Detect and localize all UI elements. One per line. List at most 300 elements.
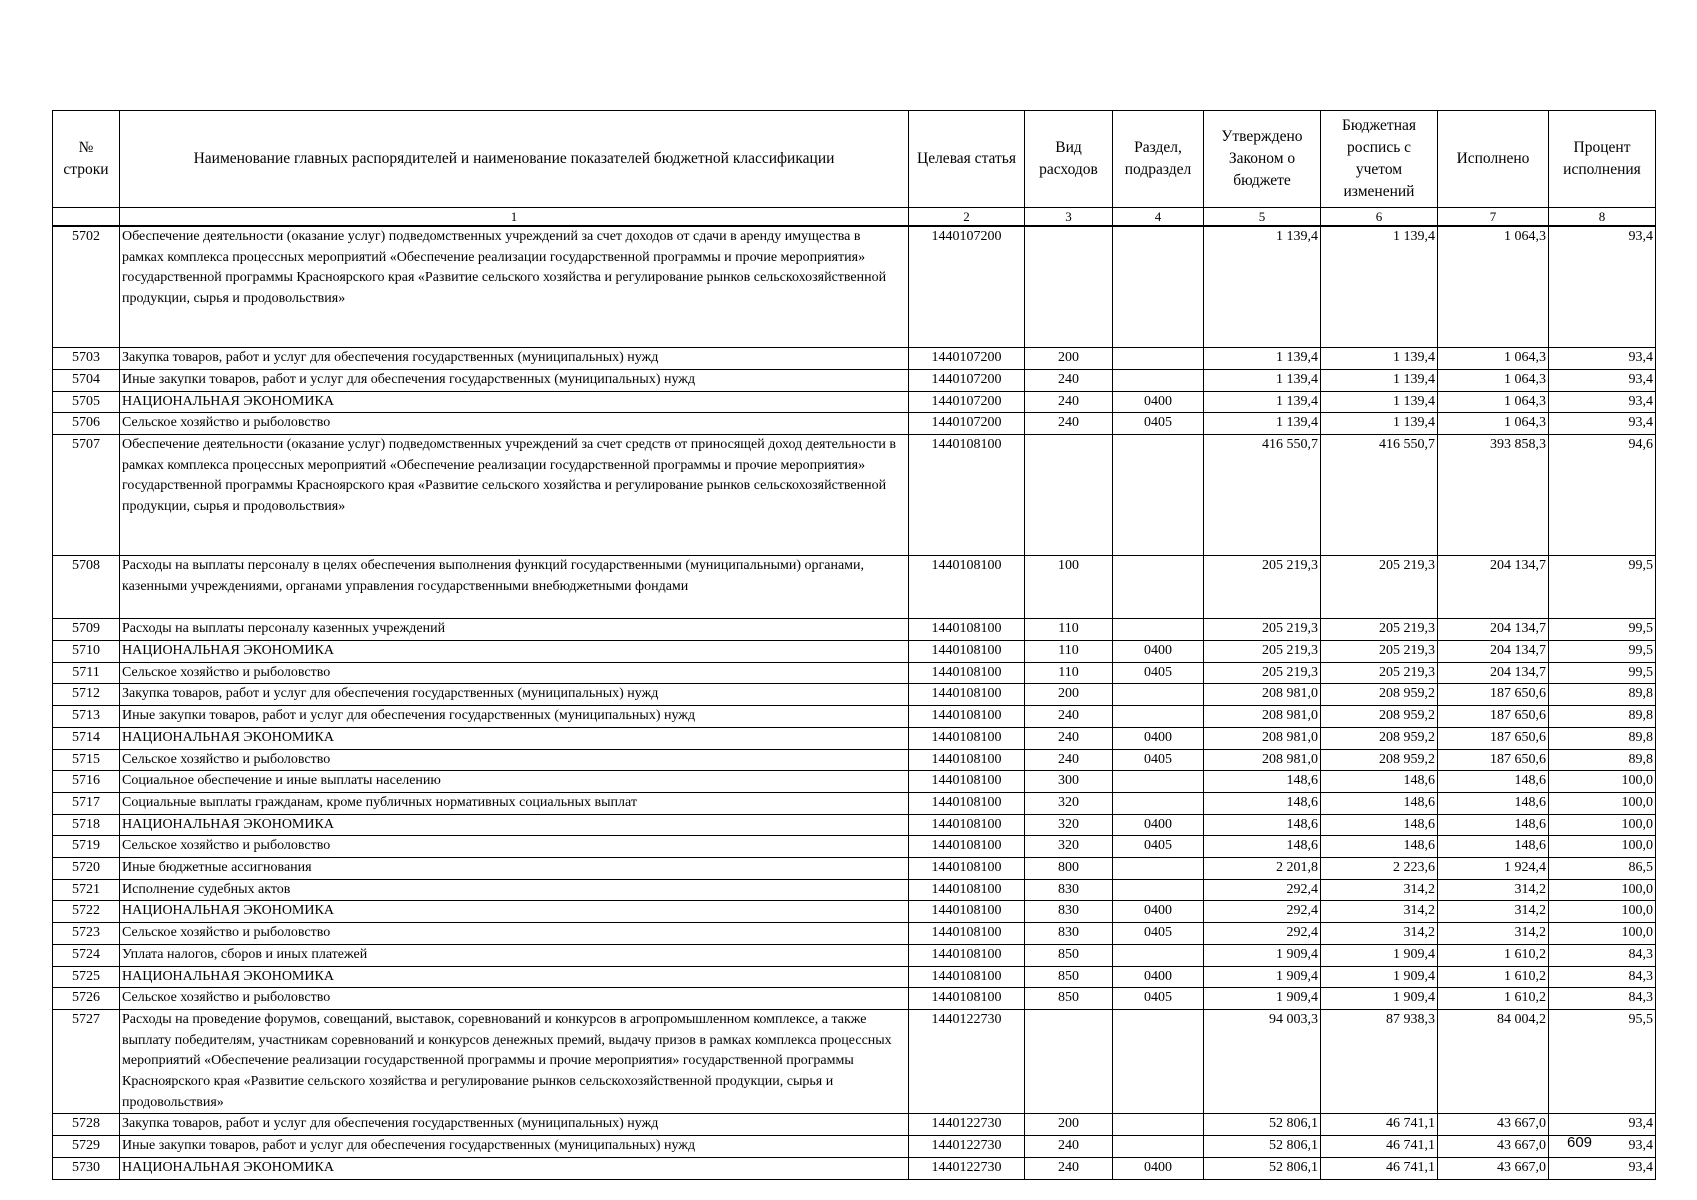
table-row xyxy=(53,901,1656,923)
row-number-cell: 5702 xyxy=(53,226,120,348)
executed-amount-cell: 187 650,6 xyxy=(1438,749,1549,771)
approved-amount-cell: 1 139,4 xyxy=(1204,226,1321,348)
section-cell xyxy=(1113,1114,1204,1136)
row-number-cell: 5723 xyxy=(53,923,120,945)
budget-schedule-cell: 87 938,3 xyxy=(1321,1009,1438,1114)
execution-percent-cell: 94,6 xyxy=(1549,435,1656,556)
row-number-cell: 5707 xyxy=(53,435,120,556)
execution-percent-cell: 100,0 xyxy=(1549,814,1656,836)
table-row xyxy=(53,1009,1656,1114)
budget-schedule-cell: 314,2 xyxy=(1321,923,1438,945)
approved-amount-cell: 1 139,4 xyxy=(1204,413,1321,435)
budget-schedule-cell: 2 223,6 xyxy=(1321,858,1438,880)
approved-amount-cell: 1 909,4 xyxy=(1204,966,1321,988)
table-row xyxy=(53,988,1656,1010)
execution-percent-cell: 89,8 xyxy=(1549,749,1656,771)
table-row xyxy=(53,814,1656,836)
row-name-cell: Социальное обеспечение и иные выплаты населению xyxy=(120,771,909,793)
expense-kind-cell: 800 xyxy=(1025,858,1113,880)
target-article-cell: 1440108100 xyxy=(909,619,1025,641)
section-cell xyxy=(1113,619,1204,641)
executed-amount-cell: 1 610,2 xyxy=(1438,944,1549,966)
target-article-cell: 1440108100 xyxy=(909,556,1025,619)
column-number: 1 xyxy=(120,208,909,227)
column-number: 5 xyxy=(1204,208,1321,227)
header-approved: Утверждено Законом о бюджете xyxy=(1204,111,1321,208)
expense-kind-cell: 320 xyxy=(1025,836,1113,858)
row-name-cell: Иные бюджетные ассигнования xyxy=(120,858,909,880)
budget-schedule-cell: 148,6 xyxy=(1321,792,1438,814)
row-name-cell: НАЦИОНАЛЬНАЯ ЭКОНОМИКА xyxy=(120,1157,909,1179)
column-number: 4 xyxy=(1113,208,1204,227)
budget-schedule-cell: 205 219,3 xyxy=(1321,556,1438,619)
expense-kind-cell: 110 xyxy=(1025,662,1113,684)
target-article-cell: 1440108100 xyxy=(909,923,1025,945)
row-number-cell: 5720 xyxy=(53,858,120,880)
section-cell xyxy=(1113,1009,1204,1114)
executed-amount-cell: 84 004,2 xyxy=(1438,1009,1549,1114)
execution-percent-cell: 93,4 xyxy=(1549,1136,1656,1158)
executed-amount-cell: 314,2 xyxy=(1438,923,1549,945)
expense-kind-cell: 200 xyxy=(1025,684,1113,706)
row-name-cell: Расходы на выплаты персоналу казенных учреждений xyxy=(120,619,909,641)
budget-schedule-cell: 1 909,4 xyxy=(1321,944,1438,966)
row-number-cell: 5708 xyxy=(53,556,120,619)
row-number-cell: 5718 xyxy=(53,814,120,836)
row-name-cell: Сельское хозяйство и рыболовство xyxy=(120,413,909,435)
executed-amount-cell: 204 134,7 xyxy=(1438,640,1549,662)
section-cell xyxy=(1113,684,1204,706)
expense-kind-cell: 240 xyxy=(1025,1157,1113,1179)
approved-amount-cell: 205 219,3 xyxy=(1204,640,1321,662)
table-row xyxy=(53,836,1656,858)
section-cell: 0400 xyxy=(1113,814,1204,836)
target-article-cell: 1440122730 xyxy=(909,1136,1025,1158)
budget-schedule-cell: 46 741,1 xyxy=(1321,1136,1438,1158)
row-number-cell: 5724 xyxy=(53,944,120,966)
budget-schedule-cell: 205 219,3 xyxy=(1321,662,1438,684)
row-name-cell: Сельское хозяйство и рыболовство xyxy=(120,923,909,945)
section-cell xyxy=(1113,226,1204,348)
row-number-cell: 5719 xyxy=(53,836,120,858)
budget-schedule-cell: 1 909,4 xyxy=(1321,966,1438,988)
budget-schedule-cell: 208 959,2 xyxy=(1321,684,1438,706)
row-name-cell: Иные закупки товаров, работ и услуг для обеспечения государственных (муниципальных) нужд xyxy=(120,1136,909,1158)
target-article-cell: 1440108100 xyxy=(909,727,1025,749)
row-number-cell: 5709 xyxy=(53,619,120,641)
budget-schedule-cell: 46 741,1 xyxy=(1321,1114,1438,1136)
target-article-cell: 1440122730 xyxy=(909,1009,1025,1114)
header-budget: Бюджетная роспись с учетом изменений xyxy=(1321,111,1438,208)
row-number-cell: 5712 xyxy=(53,684,120,706)
budget-table-sheet xyxy=(52,110,1655,1180)
table-row xyxy=(53,640,1656,662)
execution-percent-cell: 100,0 xyxy=(1549,792,1656,814)
row-name-cell: Обеспечение деятельности (оказание услуг) подведомственных учреждений за счет доходов от сдачи в аренду имущества в рамках комплекса процессных мероприятий «Обеспечение реализации государственной программы и прочие мероприятия» государственной программы Красноярского края «Развитие сельского хозяйства и регулирование рынков сельскохозяйственной продукции, сырья и продовольствия» xyxy=(120,226,909,348)
execution-percent-cell: 93,4 xyxy=(1549,226,1656,348)
budget-schedule-cell: 416 550,7 xyxy=(1321,435,1438,556)
table-row xyxy=(53,727,1656,749)
approved-amount-cell: 416 550,7 xyxy=(1204,435,1321,556)
column-number-blank xyxy=(53,208,120,227)
approved-amount-cell: 1 909,4 xyxy=(1204,988,1321,1010)
expense-kind-cell: 830 xyxy=(1025,901,1113,923)
budget-schedule-cell: 1 139,4 xyxy=(1321,369,1438,391)
expense-kind-cell: 110 xyxy=(1025,640,1113,662)
section-cell xyxy=(1113,706,1204,728)
approved-amount-cell: 205 219,3 xyxy=(1204,619,1321,641)
execution-percent-cell: 93,4 xyxy=(1549,391,1656,413)
expense-kind-cell: 110 xyxy=(1025,619,1113,641)
row-name-cell: Закупка товаров, работ и услуг для обеспечения государственных (муниципальных) нужд xyxy=(120,684,909,706)
row-name-cell: Расходы на проведение форумов, совещаний, выставок, соревнований и конкурсов в агропромышленном комплексе, а также выплату победителям, участникам соревнований и конкурсов денежных премий, выдачу призов в рамках комплекса процессных мероприятий «Обеспечение реализации государственной программы и прочие мероприятия» государственной программы Красноярского края «Развитие сельского хозяйства и регулирование рынков сельскохозяйственной продукции, сырья и продовольствия» xyxy=(120,1009,909,1114)
expense-kind-cell: 320 xyxy=(1025,814,1113,836)
executed-amount-cell: 148,6 xyxy=(1438,771,1549,793)
expense-kind-cell: 320 xyxy=(1025,792,1113,814)
section-cell: 0400 xyxy=(1113,391,1204,413)
target-article-cell: 1440108100 xyxy=(909,836,1025,858)
target-article-cell: 1440108100 xyxy=(909,706,1025,728)
row-name-cell: НАЦИОНАЛЬНАЯ ЭКОНОМИКА xyxy=(120,814,909,836)
column-number: 6 xyxy=(1321,208,1438,227)
approved-amount-cell: 208 981,0 xyxy=(1204,684,1321,706)
expense-kind-cell: 240 xyxy=(1025,749,1113,771)
executed-amount-cell: 43 667,0 xyxy=(1438,1136,1549,1158)
approved-amount-cell: 94 003,3 xyxy=(1204,1009,1321,1114)
executed-amount-cell: 204 134,7 xyxy=(1438,556,1549,619)
table-row xyxy=(53,944,1656,966)
expense-kind-cell: 850 xyxy=(1025,988,1113,1010)
execution-percent-cell: 84,3 xyxy=(1549,988,1656,1010)
table-row xyxy=(53,966,1656,988)
section-cell xyxy=(1113,771,1204,793)
section-cell: 0405 xyxy=(1113,413,1204,435)
column-number: 8 xyxy=(1549,208,1656,227)
executed-amount-cell: 1 064,3 xyxy=(1438,391,1549,413)
approved-amount-cell: 148,6 xyxy=(1204,814,1321,836)
row-number-cell: 5727 xyxy=(53,1009,120,1114)
section-cell: 0405 xyxy=(1113,836,1204,858)
section-cell: 0405 xyxy=(1113,662,1204,684)
target-article-cell: 1440108100 xyxy=(909,858,1025,880)
approved-amount-cell: 52 806,1 xyxy=(1204,1157,1321,1179)
execution-percent-cell: 99,5 xyxy=(1549,640,1656,662)
header-target: Целевая статья xyxy=(909,111,1025,208)
target-article-cell: 1440108100 xyxy=(909,684,1025,706)
row-name-cell: НАЦИОНАЛЬНАЯ ЭКОНОМИКА xyxy=(120,727,909,749)
executed-amount-cell: 314,2 xyxy=(1438,879,1549,901)
section-cell: 0400 xyxy=(1113,727,1204,749)
row-number-cell: 5703 xyxy=(53,348,120,370)
target-article-cell: 1440108100 xyxy=(909,662,1025,684)
table-row xyxy=(53,684,1656,706)
budget-schedule-cell: 148,6 xyxy=(1321,814,1438,836)
column-number: 7 xyxy=(1438,208,1549,227)
target-article-cell: 1440108100 xyxy=(909,988,1025,1010)
executed-amount-cell: 1 064,3 xyxy=(1438,369,1549,391)
approved-amount-cell: 148,6 xyxy=(1204,836,1321,858)
row-number-cell: 5716 xyxy=(53,771,120,793)
approved-amount-cell: 52 806,1 xyxy=(1204,1136,1321,1158)
budget-schedule-cell: 1 139,4 xyxy=(1321,226,1438,348)
budget-schedule-cell: 1 139,4 xyxy=(1321,391,1438,413)
approved-amount-cell: 208 981,0 xyxy=(1204,749,1321,771)
table-row xyxy=(53,619,1656,641)
execution-percent-cell: 89,8 xyxy=(1549,684,1656,706)
section-cell: 0400 xyxy=(1113,966,1204,988)
expense-kind-cell xyxy=(1025,1009,1113,1114)
header-kind: Вид расходов xyxy=(1025,111,1113,208)
section-cell: 0405 xyxy=(1113,749,1204,771)
budget-schedule-cell: 314,2 xyxy=(1321,879,1438,901)
row-number-cell: 5721 xyxy=(53,879,120,901)
header-section: Раздел, подраздел xyxy=(1113,111,1204,208)
section-cell: 0405 xyxy=(1113,923,1204,945)
execution-percent-cell: 93,4 xyxy=(1549,1157,1656,1179)
budget-schedule-cell: 208 959,2 xyxy=(1321,706,1438,728)
executed-amount-cell: 43 667,0 xyxy=(1438,1114,1549,1136)
budget-schedule-cell: 1 139,4 xyxy=(1321,348,1438,370)
expense-kind-cell: 240 xyxy=(1025,727,1113,749)
budget-schedule-cell: 314,2 xyxy=(1321,901,1438,923)
approved-amount-cell: 205 219,3 xyxy=(1204,662,1321,684)
row-name-cell: НАЦИОНАЛЬНАЯ ЭКОНОМИКА xyxy=(120,901,909,923)
table-row xyxy=(53,413,1656,435)
row-name-cell: Сельское хозяйство и рыболовство xyxy=(120,836,909,858)
executed-amount-cell: 204 134,7 xyxy=(1438,619,1549,641)
section-cell: 0400 xyxy=(1113,1157,1204,1179)
budget-schedule-cell: 148,6 xyxy=(1321,771,1438,793)
execution-percent-cell: 93,4 xyxy=(1549,348,1656,370)
target-article-cell: 1440107200 xyxy=(909,413,1025,435)
approved-amount-cell: 52 806,1 xyxy=(1204,1114,1321,1136)
row-number-cell: 5728 xyxy=(53,1114,120,1136)
table-row xyxy=(53,348,1656,370)
executed-amount-cell: 1 924,4 xyxy=(1438,858,1549,880)
table-row xyxy=(53,1136,1656,1158)
executed-amount-cell: 148,6 xyxy=(1438,814,1549,836)
row-number-cell: 5706 xyxy=(53,413,120,435)
target-article-cell: 1440108100 xyxy=(909,901,1025,923)
section-cell xyxy=(1113,369,1204,391)
approved-amount-cell: 1 139,4 xyxy=(1204,348,1321,370)
table-row xyxy=(53,1157,1656,1179)
expense-kind-cell: 830 xyxy=(1025,923,1113,945)
row-number-cell: 5710 xyxy=(53,640,120,662)
executed-amount-cell: 1 610,2 xyxy=(1438,966,1549,988)
expense-kind-cell: 240 xyxy=(1025,369,1113,391)
executed-amount-cell: 187 650,6 xyxy=(1438,727,1549,749)
column-number: 3 xyxy=(1025,208,1113,227)
header-percent: Процент исполнения xyxy=(1549,111,1656,208)
header-executed: Исполнено xyxy=(1438,111,1549,208)
section-cell xyxy=(1113,879,1204,901)
row-name-cell: НАЦИОНАЛЬНАЯ ЭКОНОМИКА xyxy=(120,640,909,662)
row-name-cell: Сельское хозяйство и рыболовство xyxy=(120,749,909,771)
section-cell: 0400 xyxy=(1113,640,1204,662)
target-article-cell: 1440122730 xyxy=(909,1114,1025,1136)
table-row xyxy=(53,706,1656,728)
section-cell: 0400 xyxy=(1113,901,1204,923)
row-number-cell: 5704 xyxy=(53,369,120,391)
table-row xyxy=(53,226,1656,348)
target-article-cell: 1440108100 xyxy=(909,966,1025,988)
target-article-cell: 1440108100 xyxy=(909,944,1025,966)
budget-schedule-cell: 1 909,4 xyxy=(1321,988,1438,1010)
table-row xyxy=(53,879,1656,901)
row-number-cell: 5714 xyxy=(53,727,120,749)
section-cell xyxy=(1113,792,1204,814)
execution-percent-cell: 99,5 xyxy=(1549,556,1656,619)
target-article-cell: 1440108100 xyxy=(909,435,1025,556)
budget-schedule-cell: 208 959,2 xyxy=(1321,749,1438,771)
target-article-cell: 1440107200 xyxy=(909,348,1025,370)
table-row xyxy=(53,369,1656,391)
approved-amount-cell: 1 139,4 xyxy=(1204,391,1321,413)
row-number-cell: 5722 xyxy=(53,901,120,923)
budget-schedule-cell: 205 219,3 xyxy=(1321,619,1438,641)
row-number-cell: 5730 xyxy=(53,1157,120,1179)
row-number-cell: 5725 xyxy=(53,966,120,988)
execution-percent-cell: 84,3 xyxy=(1549,966,1656,988)
row-number-cell: 5713 xyxy=(53,706,120,728)
target-article-cell: 1440107200 xyxy=(909,391,1025,413)
budget-schedule-cell: 148,6 xyxy=(1321,836,1438,858)
executed-amount-cell: 1 064,3 xyxy=(1438,226,1549,348)
expense-kind-cell: 850 xyxy=(1025,944,1113,966)
expense-kind-cell: 240 xyxy=(1025,1136,1113,1158)
approved-amount-cell: 148,6 xyxy=(1204,792,1321,814)
row-number-cell: 5715 xyxy=(53,749,120,771)
budget-schedule-cell: 46 741,1 xyxy=(1321,1157,1438,1179)
approved-amount-cell: 292,4 xyxy=(1204,923,1321,945)
expense-kind-cell xyxy=(1025,226,1113,348)
expense-kind-cell: 850 xyxy=(1025,966,1113,988)
execution-percent-cell: 89,8 xyxy=(1549,706,1656,728)
row-name-cell: Уплата налогов, сборов и иных платежей xyxy=(120,944,909,966)
target-article-cell: 1440107200 xyxy=(909,226,1025,348)
target-article-cell: 1440108100 xyxy=(909,814,1025,836)
target-article-cell: 1440108100 xyxy=(909,749,1025,771)
table-row xyxy=(53,923,1656,945)
executed-amount-cell: 148,6 xyxy=(1438,792,1549,814)
row-name-cell: Расходы на выплаты персоналу в целях обеспечения выполнения функций государственными (муниципальными) органами, казенными учреждениями, органами управления государственными внебюджетными фондами xyxy=(120,556,909,619)
section-cell xyxy=(1113,944,1204,966)
executed-amount-cell: 43 667,0 xyxy=(1438,1157,1549,1179)
column-number-row xyxy=(53,208,1656,227)
approved-amount-cell: 208 981,0 xyxy=(1204,727,1321,749)
header-name: Наименование главных распорядителей и наименование показателей бюджетной классификации xyxy=(120,111,909,208)
executed-amount-cell: 187 650,6 xyxy=(1438,706,1549,728)
budget-schedule-cell: 1 139,4 xyxy=(1321,413,1438,435)
execution-percent-cell: 100,0 xyxy=(1549,836,1656,858)
budget-schedule-cell: 205 219,3 xyxy=(1321,640,1438,662)
row-number-cell: 5705 xyxy=(53,391,120,413)
budget-execution-table xyxy=(52,110,1656,1180)
row-name-cell: НАЦИОНАЛЬНАЯ ЭКОНОМИКА xyxy=(120,391,909,413)
approved-amount-cell: 292,4 xyxy=(1204,879,1321,901)
row-number-cell: 5717 xyxy=(53,792,120,814)
expense-kind-cell: 200 xyxy=(1025,348,1113,370)
budget-schedule-cell: 208 959,2 xyxy=(1321,727,1438,749)
expense-kind-cell: 240 xyxy=(1025,706,1113,728)
expense-kind-cell: 240 xyxy=(1025,391,1113,413)
approved-amount-cell: 2 201,8 xyxy=(1204,858,1321,880)
header-row-no: № строки xyxy=(53,111,120,208)
execution-percent-cell: 89,8 xyxy=(1549,727,1656,749)
approved-amount-cell: 205 219,3 xyxy=(1204,556,1321,619)
section-cell xyxy=(1113,435,1204,556)
row-name-cell: Обеспечение деятельности (оказание услуг) подведомственных учреждений за счет средств от приносящей доход деятельности в рамках комплекса процессных мероприятий «Обеспечение реализации государственной программы и прочие мероприятия» государственной программы Красноярского края «Развитие сельского хозяйства и регулирование рынков сельскохозяйственной продукции, сырья и продовольствия» xyxy=(120,435,909,556)
target-article-cell: 1440122730 xyxy=(909,1157,1025,1179)
approved-amount-cell: 1 139,4 xyxy=(1204,369,1321,391)
target-article-cell: 1440108100 xyxy=(909,879,1025,901)
execution-percent-cell: 93,4 xyxy=(1549,413,1656,435)
execution-percent-cell: 84,3 xyxy=(1549,944,1656,966)
row-number-cell: 5726 xyxy=(53,988,120,1010)
executed-amount-cell: 1 064,3 xyxy=(1438,413,1549,435)
execution-percent-cell: 95,5 xyxy=(1549,1009,1656,1114)
section-cell: 0405 xyxy=(1113,988,1204,1010)
expense-kind-cell xyxy=(1025,435,1113,556)
row-name-cell: Исполнение судебных актов xyxy=(120,879,909,901)
approved-amount-cell: 208 981,0 xyxy=(1204,706,1321,728)
row-name-cell: Закупка товаров, работ и услуг для обеспечения государственных (муниципальных) нужд xyxy=(120,1114,909,1136)
section-cell xyxy=(1113,858,1204,880)
expense-kind-cell: 200 xyxy=(1025,1114,1113,1136)
row-number-cell: 5711 xyxy=(53,662,120,684)
executed-amount-cell: 393 858,3 xyxy=(1438,435,1549,556)
row-name-cell: НАЦИОНАЛЬНАЯ ЭКОНОМИКА xyxy=(120,966,909,988)
executed-amount-cell: 314,2 xyxy=(1438,901,1549,923)
section-cell xyxy=(1113,556,1204,619)
target-article-cell: 1440107200 xyxy=(909,369,1025,391)
execution-percent-cell: 99,5 xyxy=(1549,619,1656,641)
expense-kind-cell: 240 xyxy=(1025,413,1113,435)
expense-kind-cell: 300 xyxy=(1025,771,1113,793)
execution-percent-cell: 100,0 xyxy=(1549,923,1656,945)
execution-percent-cell: 100,0 xyxy=(1549,901,1656,923)
target-article-cell: 1440108100 xyxy=(909,640,1025,662)
execution-percent-cell: 86,5 xyxy=(1549,858,1656,880)
column-number: 2 xyxy=(909,208,1025,227)
row-name-cell: Сельское хозяйство и рыболовство xyxy=(120,662,909,684)
table-row xyxy=(53,749,1656,771)
row-name-cell: Иные закупки товаров, работ и услуг для обеспечения государственных (муниципальных) нужд xyxy=(120,369,909,391)
execution-percent-cell: 100,0 xyxy=(1549,771,1656,793)
expense-kind-cell: 830 xyxy=(1025,879,1113,901)
target-article-cell: 1440108100 xyxy=(909,771,1025,793)
row-name-cell: Иные закупки товаров, работ и услуг для обеспечения государственных (муниципальных) нужд xyxy=(120,706,909,728)
row-number-cell: 5729 xyxy=(53,1136,120,1158)
page-number: 609 xyxy=(1567,1134,1593,1151)
approved-amount-cell: 292,4 xyxy=(1204,901,1321,923)
table-row xyxy=(53,435,1656,556)
execution-percent-cell: 93,4 xyxy=(1549,369,1656,391)
execution-percent-cell: 93,4 xyxy=(1549,1114,1656,1136)
executed-amount-cell: 148,6 xyxy=(1438,836,1549,858)
section-cell xyxy=(1113,1136,1204,1158)
expense-kind-cell: 100 xyxy=(1025,556,1113,619)
table-header-row xyxy=(53,111,1656,208)
target-article-cell: 1440108100 xyxy=(909,792,1025,814)
executed-amount-cell: 204 134,7 xyxy=(1438,662,1549,684)
table-body xyxy=(53,226,1656,1179)
row-name-cell: Закупка товаров, работ и услуг для обеспечения государственных (муниципальных) нужд xyxy=(120,348,909,370)
executed-amount-cell: 1 610,2 xyxy=(1438,988,1549,1010)
table-row xyxy=(53,391,1656,413)
row-name-cell: Сельское хозяйство и рыболовство xyxy=(120,988,909,1010)
